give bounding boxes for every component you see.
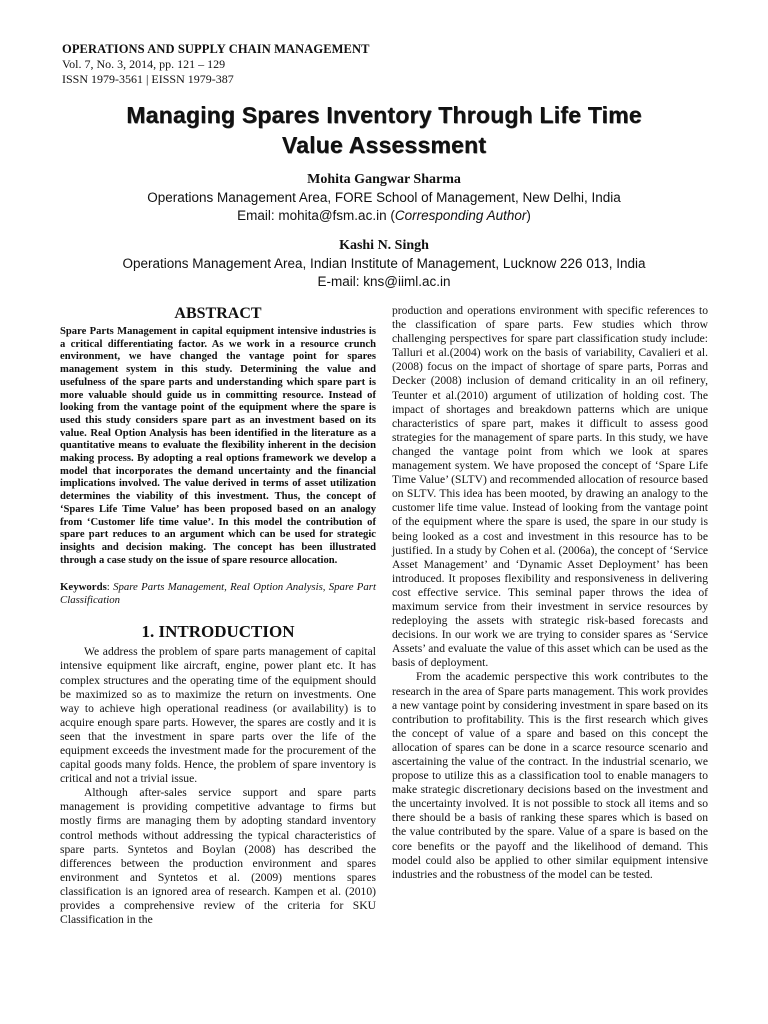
- abstract-heading: ABSTRACT: [174, 305, 262, 322]
- keywords: Keywords: Spare Parts Management, Real Option Analysis, Spare Part Classification: [60, 581, 376, 607]
- corresponding-author-note: Corresponding Author: [394, 208, 527, 223]
- keywords-label: Keywords: [60, 581, 107, 594]
- intro-paragraph: From the academic perspective this work contributes to the research in the area of Spare parts management. This work provides a new vantage point by considering investment in spare based on its contribution to profitability. This is the first research which gives the concept of value of a spare and based on this concept the allocation of spares can be done in a scarce resource scenario and ascertaining the value of the contract. In the industrial scenario, we propose to utilize this as a classification tool to enable managers to make strategic discretionary decisions based on the investment and the uncertainty involved. It is not possible to stock all items and so there should be a basis of ranking these spares which is based on the value contributed by the spare. Value of a spare is based on the core benefits or the payoff and the likelihood of demand. This model could also be applied to other similar equipment intensive industries and the robustness of the model can be tested.: [392, 670, 708, 881]
- intro-paragraph: Although after-sales service support and spare parts management is providing competitive advantage to firms but mostly firms are managing them by adopting standard inventory control methods without addressing the typical characteristics of spare parts. Syntetos and Boylan (2008) has described the differences between the production environment and spares environment and Syntetos et al. (2009) mentions spares classification is an ignored area of research. Kampen et al. (2010) provides a comprehensive review of the criteria for SKU Classification in the: [60, 786, 376, 927]
- journal-issn: ISSN 1979-3561 | EISSN 1979-387: [62, 72, 234, 86]
- journal-name: OPERATIONS AND SUPPLY CHAIN MANAGEMENT: [62, 42, 370, 56]
- author-name: Mohita Gangwar Sharma: [307, 172, 461, 187]
- intro-paragraph: We address the problem of spare parts management of capital intensive equipment like aircraft, engine, power plant etc. It has complex structures and the operating time of the equipment should be maximized so as to maximize the return on investments. One way to achieve high operational readiness (or availability) is to acquire enough spare parts. However, the spares are costly and it is seen that the investment in spare parts over the life of the equipment exceeds the investment made for the procurement of the capital goods many folds. Hence, the problem of spare inventory is critical and not a trivial issue.: [60, 645, 376, 786]
- title-line-2: Value Assessment: [281, 132, 487, 158]
- author-affiliation: Operations Management Area, Indian Institute of Management, Lucknow 226 013, India: [122, 256, 646, 271]
- journal-header: [62, 42, 370, 87]
- author-email-line: [0, 207, 768, 225]
- author-email[interactable]: E-mail: kns@iiml.ac.in: [317, 274, 451, 289]
- journal-volume: Vol. 7, No. 3, 2014, pp. 121 – 129: [62, 57, 226, 71]
- email-close-paren: ): [526, 208, 531, 223]
- left-column: [60, 304, 376, 927]
- keywords-text: Spare Parts Management, Real Option Analysis, Spare Part Classification: [60, 581, 376, 607]
- author-block-2: [0, 236, 768, 291]
- intro-paragraph-continued: production and operations environment with specific references to the classification of spare parts. Few studies which throw challenging perspectives for spare part classification study include: Talluri et al.(2004) work on the basis of variability, Cavalieri et al.(2008) focus on the impact of shortage of spare parts, Porras and Decker (2008) inclusion of demand criticality in an oil refinery, Teunter et al.(2010) argument of utilization of holding cost. The impact of shortages and breakdown patterns which are unique characteristics of spare part, makes it difficult to assess good strategies for the management of spare parts. In this study, we have changed the vantage point from which we look at spares management system. We have proposed the concept of ‘Spare Life Time Value’ (SLTV) and recommended allocation of resource based on SLTV. This idea has been mooted, by drawing an analogy to the customer life time value. Instead of looking from the vantage point of the equipment where the spare is used, the spare in our study is being looked as a cost and investment in this resource has to be justified. In a study by Cohen et al. (2006a), the concept of ‘Service Asset Management’ and ‘Dynamic Asset Deployment’ has been introduced. It proposes flexibility and responsiveness in delivering cost effective service. This seminal paper throws the idea of maximum service from their investment in service resources by redeploying the assets with strategic risk-based forecasts and decisions. In our work we are trying to consider spares as ‘Service Assets’ and evaluate the value of this asset which can be used as the basis of deployment.: [392, 304, 708, 670]
- author-name: Kashi N. Singh: [339, 238, 429, 253]
- section-heading-introduction: 1. INTRODUCTION: [141, 622, 295, 642]
- paper-title: [40, 100, 728, 160]
- abstract-text: Spare Parts Management in capital equipment intensive industries is a critical differentiating factor. As we work in a resource crunch environment, we have changed the vantage point for spares management system in this study. Determining the value and usefulness of the spare parts and understanding which spare part is more valuable should guide us in committing resource. Instead of looking from the vantage point of the equipment where the spare is used this study considers spare part as an investment based on its value. Real Option Analysis has been identified in the literature as a quantitative means to evaluate the flexibility inherent in the decision making process. By adopting a real options framework we develop a model that incorporates the demand uncertainty and the financial implications involved. The value derived in terms of asset utilization determines the viability of this investment. Thus, the concept of ‘Spares Life Time Value’ has been proposed based on an analogy from ‘Customer life time value’. In this model the contribution of spare part reduces to an argument which can be used for strategic insights and decision making. The concept has been illustrated through a case study on the issue of spare resource allocation.: [60, 326, 376, 566]
- title-line-1: Managing Spares Inventory Through Life Time: [126, 102, 642, 128]
- author-email[interactable]: Email: mohita@fsm.ac.in (: [237, 208, 395, 223]
- author-affiliation: Operations Management Area, FORE School of Management, New Delhi, India: [147, 190, 621, 205]
- right-column: [392, 304, 708, 882]
- author-block-1: [0, 170, 768, 225]
